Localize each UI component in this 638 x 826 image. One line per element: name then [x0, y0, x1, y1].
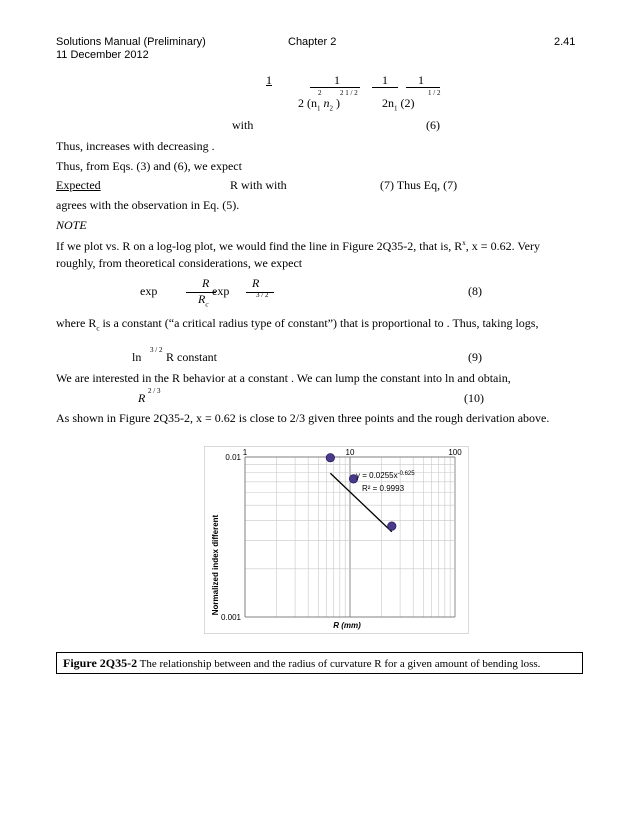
chart-trendline-equation: $y = 0.0255x^{-0.625}$	[356, 471, 415, 480]
eq-top-num3: 1	[382, 73, 388, 87]
eq8-exp2: exp	[212, 284, 230, 298]
chart-r-squared: R² = 0.9993	[362, 484, 405, 493]
eq8-number: (8)	[468, 284, 482, 298]
chart-grid	[221, 448, 462, 622]
eq-top-bar1	[310, 87, 360, 88]
paragraph-1: If we plot vs. R on a log-log plot, we would find the line in Figure 2Q35-2, that is, $R^x$, x = 0.62. Very roughly, from theoretical considerations, we expect	[56, 239, 541, 270]
eq-top-bar2	[372, 87, 398, 88]
eq10-power: 2 / 3	[148, 387, 161, 395]
body-line-4: agrees with the observation in Eq. (5).	[56, 198, 240, 212]
header-chapter: Chapter 2	[288, 36, 337, 48]
chart-y-axis-label: Normalized index different	[211, 514, 220, 616]
eq9-number: (9)	[468, 350, 482, 364]
note-heading: NOTE	[56, 218, 87, 232]
eq8-r-num2: R	[252, 276, 260, 290]
eq9-power: 3 / 2	[150, 346, 163, 354]
eq8-r-num: R	[202, 276, 210, 290]
chart-y-tick-label: 0.01	[225, 453, 241, 462]
body-line-2: Thus, from Eqs. (3) and (6), we expect	[56, 159, 242, 173]
chart-x-tick-label: 100	[448, 448, 462, 457]
chart-x-tick-label: 10	[345, 448, 355, 457]
body-line-interest: We are interested in the R behavior at a constant . We can lump the constant into ln and obtain,	[56, 371, 511, 385]
expected-middle: R with with	[230, 178, 287, 192]
eq9-rest: R constant	[166, 350, 217, 364]
chart-data-point	[326, 453, 334, 461]
eq-top-sup-c: 1 / 2	[428, 89, 441, 97]
chart-data-point	[388, 522, 396, 530]
eq-top-bar3	[406, 87, 440, 88]
paragraph-2: where $R_c$ is a constant (“a critical radius type of constant”) that is proportional to . Thus, taking logs,	[56, 316, 539, 333]
eq8-power: 3 / 2	[256, 291, 269, 299]
eq8-exp1: exp	[140, 284, 158, 298]
expected-right: (7) Thus Eq, (7)	[380, 178, 458, 192]
figure-caption-label: Figure 2Q35-2	[63, 656, 138, 670]
eq10-r: R	[138, 391, 146, 405]
eq10-number: (10)	[464, 391, 484, 405]
header-title: Solutions Manual (Preliminary)	[56, 36, 206, 48]
eq6-text: with	[232, 118, 254, 132]
chart-x-tick-label: 1	[242, 448, 248, 457]
eq-top-sup-a: 2	[318, 89, 322, 97]
eq6-number: (6)	[426, 118, 440, 132]
eq-top-denominator1: 2 ($n_1$ $n_2$ )	[298, 96, 340, 113]
expected-label: Expected	[56, 178, 101, 192]
chart-svg	[205, 447, 468, 633]
chart-x-axis-label: R (mm)	[333, 621, 361, 630]
eq-top-num4: 1	[418, 73, 424, 87]
eq-top-num1: 1	[266, 73, 272, 87]
header-date: 11 December 2012	[56, 49, 149, 61]
eq8-r-den: $R_c$	[198, 292, 209, 309]
chart-container	[204, 446, 469, 634]
figure-caption-text: The relationship between and the radius of curvature R for a given amount of bending loss.	[137, 658, 541, 670]
eq-top-sup-b: 2 1 / 2	[340, 89, 358, 97]
chart-y-tick-label: 0.001	[220, 613, 241, 622]
eq-top-num2: 1	[334, 73, 340, 87]
eq-top-denominator2: $2n_1$ (2)	[382, 96, 415, 113]
body-line-1: Thus, increases with decreasing .	[56, 139, 215, 153]
header-page-number: 2.41	[554, 36, 576, 48]
eq9-ln: ln	[132, 350, 142, 364]
paragraph-4: As shown in Figure 2Q35-2, x = 0.62 is close to 2/3 given three points and the rough derivation above.	[56, 411, 550, 425]
figure-caption	[56, 652, 583, 674]
